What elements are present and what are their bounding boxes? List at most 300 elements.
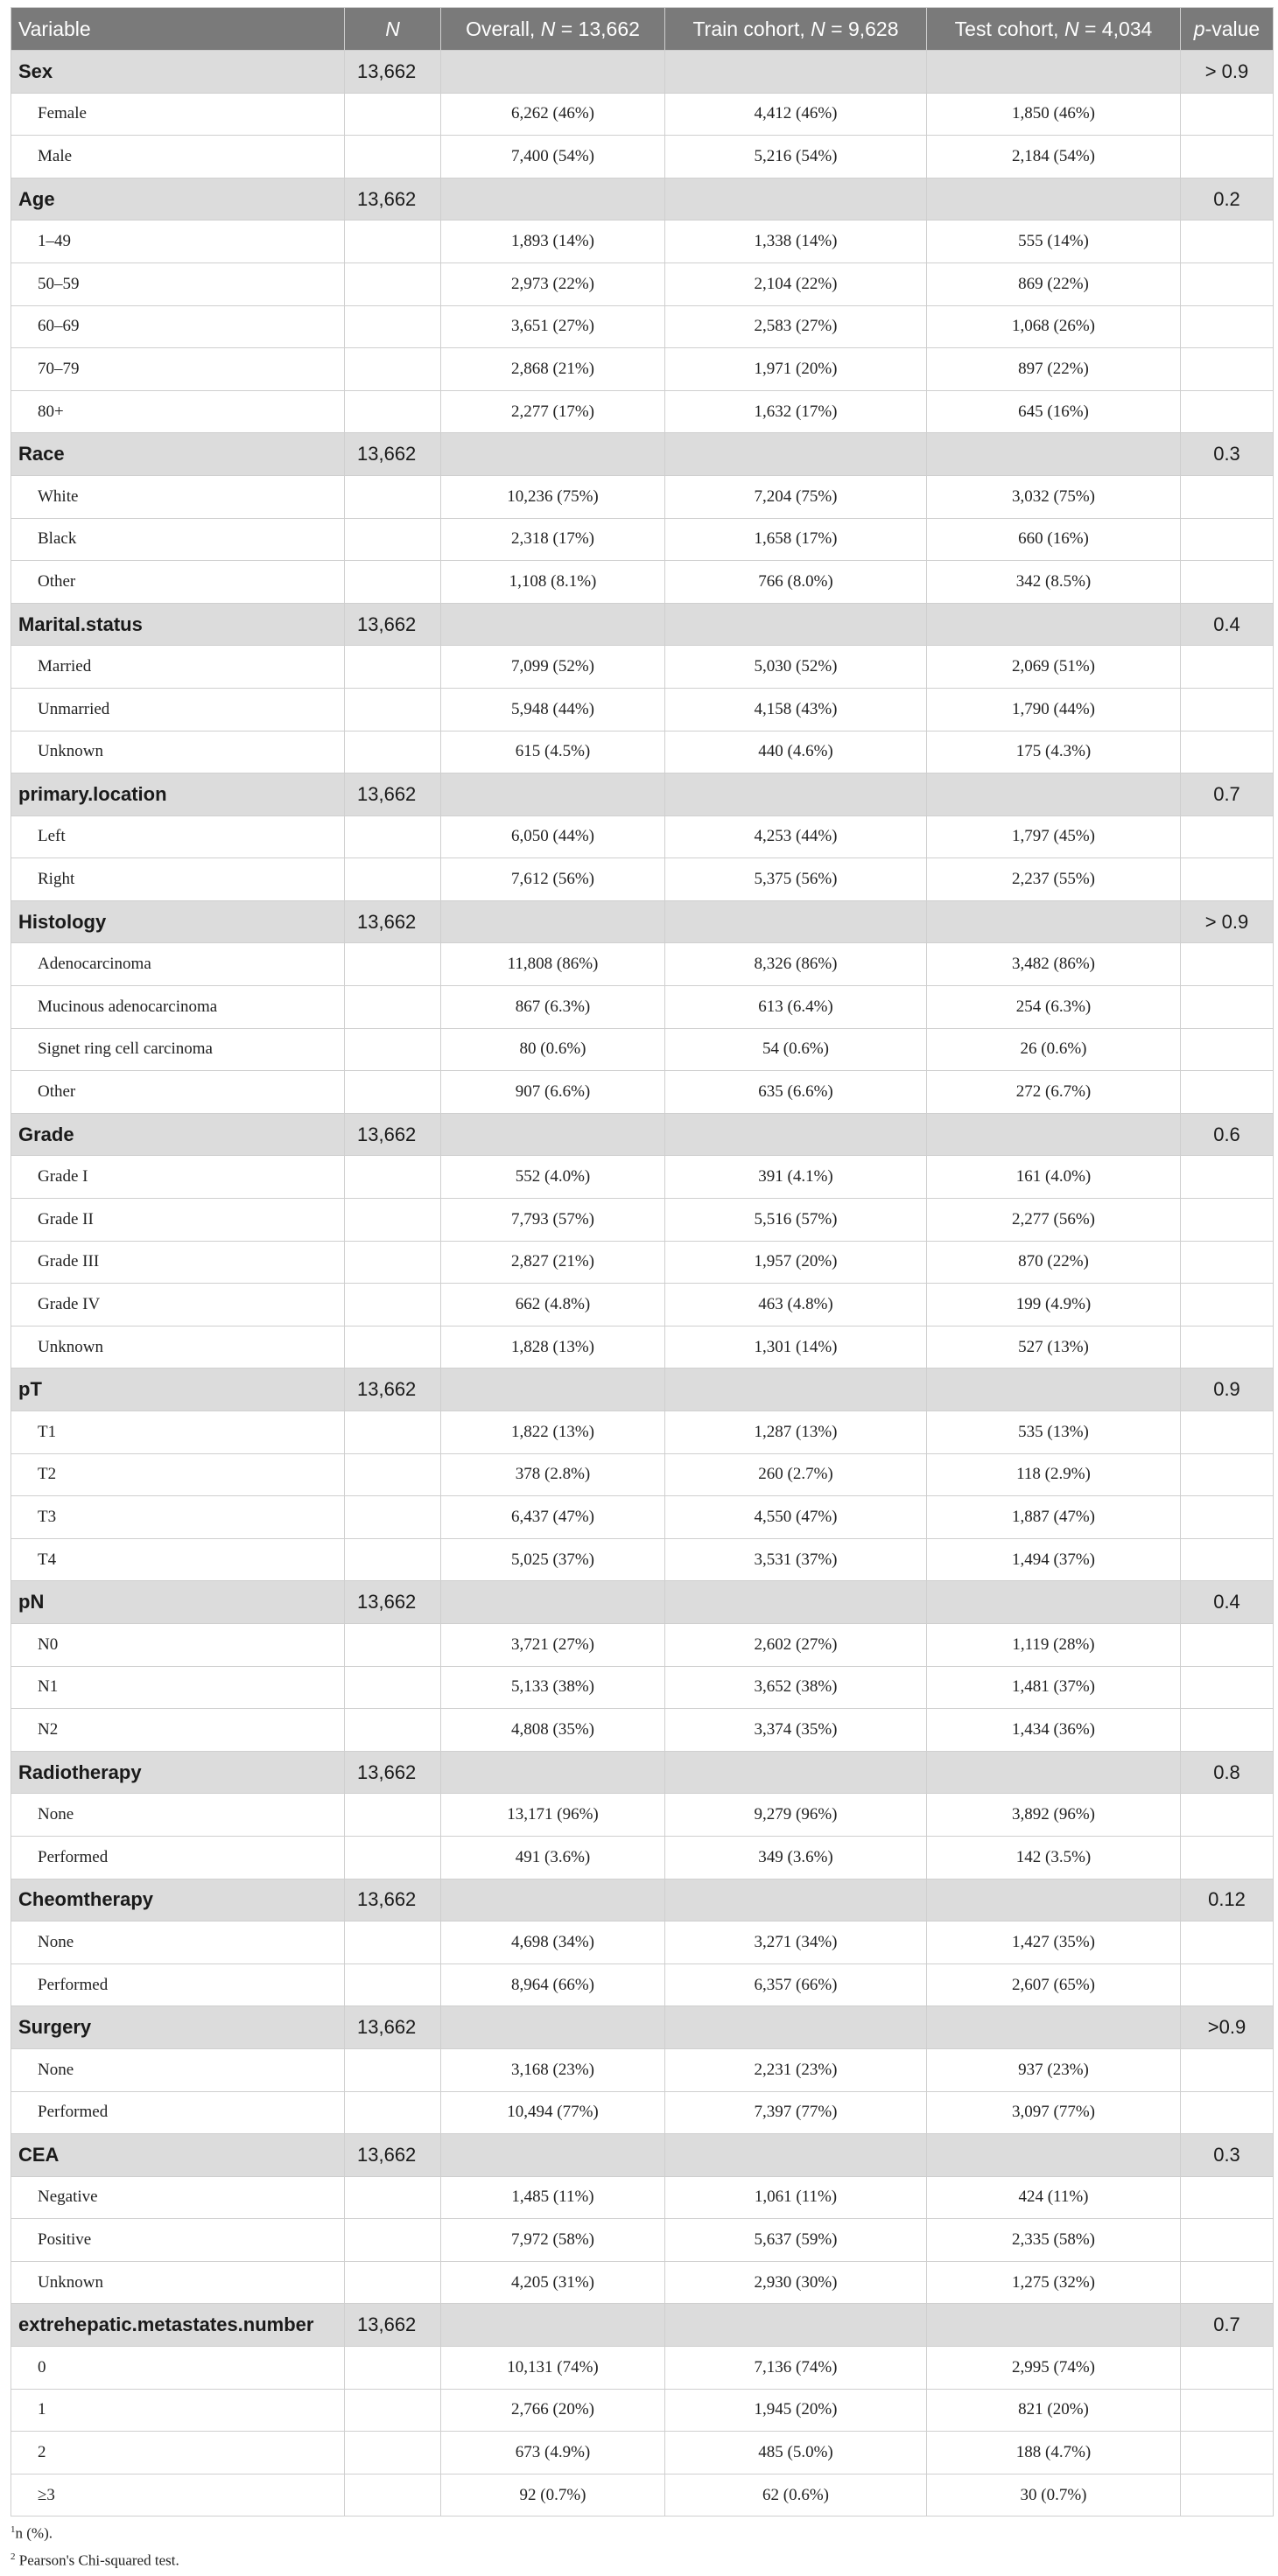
overall-value: 10,236 (75%): [441, 475, 665, 518]
train-value: 5,637 (59%): [665, 2219, 927, 2262]
table-row: [11, 1199, 1274, 1242]
train-value: 260 (2.7%): [665, 1453, 927, 1496]
test-value: 870 (22%): [927, 1241, 1181, 1284]
group-label: Histology: [11, 900, 345, 943]
train-value: 6,357 (66%): [665, 1964, 927, 2006]
level-label: T4: [11, 1538, 345, 1581]
overall-value: 552 (4.0%): [441, 1156, 665, 1199]
train-value: 4,158 (43%): [665, 688, 927, 731]
table-row: [11, 2347, 1274, 2390]
empty-cell: [927, 1368, 1181, 1411]
group-row: [11, 51, 1274, 94]
empty-cell: [345, 1836, 441, 1879]
empty-cell: [1181, 2389, 1274, 2432]
overall-value: 8,964 (66%): [441, 1964, 665, 2006]
group-p-value: 0.3: [1181, 2134, 1274, 2177]
empty-cell: [665, 2304, 927, 2347]
test-value: 1,790 (44%): [927, 688, 1181, 731]
empty-cell: [345, 1794, 441, 1837]
overall-value: 867 (6.3%): [441, 986, 665, 1029]
empty-cell: [345, 1326, 441, 1368]
train-value: 1,945 (20%): [665, 2389, 927, 2432]
overall-value: 1,828 (13%): [441, 1326, 665, 1368]
header-train: Train cohort, N = 9,628: [665, 8, 927, 51]
test-value: 2,995 (74%): [927, 2347, 1181, 2390]
overall-value: 6,050 (44%): [441, 816, 665, 858]
test-value: 527 (13%): [927, 1326, 1181, 1368]
train-value: 62 (0.6%): [665, 2474, 927, 2516]
empty-cell: [665, 2006, 927, 2049]
level-label: Unknown: [11, 2261, 345, 2304]
train-value: 766 (8.0%): [665, 561, 927, 604]
empty-cell: [1181, 1794, 1274, 1837]
empty-cell: [345, 305, 441, 348]
group-row: [11, 1113, 1274, 1156]
empty-cell: [1181, 1071, 1274, 1114]
level-label: Female: [11, 93, 345, 136]
table-row: [11, 2261, 1274, 2304]
table-row: [11, 1496, 1274, 1539]
empty-cell: [927, 774, 1181, 816]
overall-value: 615 (4.5%): [441, 731, 665, 774]
train-value: 5,516 (57%): [665, 1199, 927, 1242]
group-n: 13,662: [345, 433, 441, 476]
train-value: 1,632 (17%): [665, 390, 927, 433]
level-label: Married: [11, 646, 345, 689]
table-row: [11, 1922, 1274, 1964]
train-value: 7,136 (74%): [665, 2347, 927, 2390]
overall-value: 7,612 (56%): [441, 858, 665, 901]
empty-cell: [345, 518, 441, 561]
group-label: CEA: [11, 2134, 345, 2177]
overall-value: 1,893 (14%): [441, 220, 665, 263]
test-value: 199 (4.9%): [927, 1284, 1181, 1326]
train-value: 1,287 (13%): [665, 1411, 927, 1454]
group-row: [11, 774, 1274, 816]
empty-cell: [665, 1751, 927, 1794]
level-label: T2: [11, 1453, 345, 1496]
footnote-2: $^2$ Pearson's Chi-squared test.: [11, 2551, 179, 2569]
test-value: 2,607 (65%): [927, 1964, 1181, 2006]
empty-cell: [1181, 1964, 1274, 2006]
empty-cell: [1181, 986, 1274, 1029]
overall-value: 3,651 (27%): [441, 305, 665, 348]
table-row: [11, 1071, 1274, 1114]
table-row: [11, 2091, 1274, 2134]
group-label: Race: [11, 433, 345, 476]
empty-cell: [345, 475, 441, 518]
empty-cell: [1181, 348, 1274, 391]
empty-cell: [441, 1581, 665, 1624]
level-label: T1: [11, 1411, 345, 1454]
empty-cell: [441, 900, 665, 943]
level-label: Right: [11, 858, 345, 901]
table-row: [11, 1666, 1274, 1709]
level-label: Positive: [11, 2219, 345, 2262]
empty-cell: [1181, 2432, 1274, 2474]
empty-cell: [927, 2304, 1181, 2347]
table-row: [11, 136, 1274, 178]
table-row: [11, 1538, 1274, 1581]
empty-cell: [345, 1199, 441, 1242]
group-p-value: 0.8: [1181, 1751, 1274, 1794]
empty-cell: [441, 433, 665, 476]
test-value: 188 (4.7%): [927, 2432, 1181, 2474]
empty-cell: [345, 2347, 441, 2390]
empty-cell: [927, 1581, 1181, 1624]
level-label: 1: [11, 2389, 345, 2432]
level-label: 1–49: [11, 220, 345, 263]
header-p-value: p-value: [1181, 8, 1274, 51]
table-row: [11, 2389, 1274, 2432]
empty-cell: [1181, 1496, 1274, 1539]
table-row: [11, 1411, 1274, 1454]
group-p-value: 0.2: [1181, 178, 1274, 220]
train-value: 485 (5.0%): [665, 2432, 927, 2474]
group-n: 13,662: [345, 1113, 441, 1156]
empty-cell: [665, 774, 927, 816]
empty-cell: [345, 1411, 441, 1454]
test-value: 821 (20%): [927, 2389, 1181, 2432]
level-label: Other: [11, 561, 345, 604]
table-row: [11, 1241, 1274, 1284]
overall-value: 92 (0.7%): [441, 2474, 665, 2516]
train-value: 2,104 (22%): [665, 262, 927, 305]
train-value: 1,957 (20%): [665, 1241, 927, 1284]
level-label: Mucinous adenocarcinoma: [11, 986, 345, 1029]
group-n: 13,662: [345, 774, 441, 816]
overall-value: 6,262 (46%): [441, 93, 665, 136]
empty-cell: [345, 561, 441, 604]
empty-cell: [345, 816, 441, 858]
overall-value: 673 (4.9%): [441, 2432, 665, 2474]
empty-cell: [1181, 1284, 1274, 1326]
test-value: 342 (8.5%): [927, 561, 1181, 604]
train-value: 4,253 (44%): [665, 816, 927, 858]
table-row: [11, 2219, 1274, 2262]
table-row: [11, 93, 1274, 136]
test-value: 1,887 (47%): [927, 1496, 1181, 1539]
group-label: pT: [11, 1368, 345, 1411]
train-value: 2,231 (23%): [665, 2048, 927, 2091]
level-label: Signet ring cell carcinoma: [11, 1028, 345, 1071]
test-value: 118 (2.9%): [927, 1453, 1181, 1496]
train-value: 1,658 (17%): [665, 518, 927, 561]
level-label: Performed: [11, 2091, 345, 2134]
empty-cell: [345, 858, 441, 901]
level-label: Left: [11, 816, 345, 858]
test-value: 26 (0.6%): [927, 1028, 1181, 1071]
empty-cell: [441, 178, 665, 220]
group-n: 13,662: [345, 1879, 441, 1922]
level-label: Grade I: [11, 1156, 345, 1199]
train-value: 54 (0.6%): [665, 1028, 927, 1071]
empty-cell: [1181, 1666, 1274, 1709]
empty-cell: [1181, 731, 1274, 774]
header-n: N: [345, 8, 441, 51]
train-value: 5,030 (52%): [665, 646, 927, 689]
empty-cell: [1181, 1453, 1274, 1496]
table-row: [11, 2048, 1274, 2091]
overall-value: 3,721 (27%): [441, 1623, 665, 1666]
overall-value: 2,827 (21%): [441, 1241, 665, 1284]
empty-cell: [1181, 1411, 1274, 1454]
level-label: 0: [11, 2347, 345, 2390]
empty-cell: [345, 2219, 441, 2262]
train-value: 635 (6.6%): [665, 1071, 927, 1114]
empty-cell: [345, 646, 441, 689]
test-value: 937 (23%): [927, 2048, 1181, 2091]
group-row: [11, 900, 1274, 943]
empty-cell: [665, 51, 927, 94]
empty-cell: [1181, 1241, 1274, 1284]
train-value: 5,375 (56%): [665, 858, 927, 901]
test-value: 1,850 (46%): [927, 93, 1181, 136]
empty-cell: [1181, 1623, 1274, 1666]
test-value: 2,335 (58%): [927, 2219, 1181, 2262]
group-label: Marital.status: [11, 603, 345, 646]
table-row: [11, 1623, 1274, 1666]
empty-cell: [1181, 475, 1274, 518]
empty-cell: [345, 220, 441, 263]
empty-cell: [665, 1879, 927, 1922]
group-row: [11, 1368, 1274, 1411]
level-label: Grade III: [11, 1241, 345, 1284]
level-label: 70–79: [11, 348, 345, 391]
empty-cell: [1181, 220, 1274, 263]
test-value: 660 (16%): [927, 518, 1181, 561]
empty-cell: [1181, 305, 1274, 348]
empty-cell: [345, 1028, 441, 1071]
train-value: 3,271 (34%): [665, 1922, 927, 1964]
empty-cell: [665, 178, 927, 220]
empty-cell: [345, 348, 441, 391]
table-row: [11, 220, 1274, 263]
empty-cell: [665, 603, 927, 646]
empty-cell: [1181, 2261, 1274, 2304]
overall-value: 378 (2.8%): [441, 1453, 665, 1496]
overall-value: 2,973 (22%): [441, 262, 665, 305]
overall-value: 1,822 (13%): [441, 1411, 665, 1454]
table-row: [11, 688, 1274, 731]
empty-cell: [665, 1581, 927, 1624]
empty-cell: [1181, 2347, 1274, 2390]
empty-cell: [345, 1284, 441, 1326]
group-n: 13,662: [345, 2134, 441, 2177]
empty-cell: [1181, 1538, 1274, 1581]
empty-cell: [927, 51, 1181, 94]
empty-cell: [345, 688, 441, 731]
table-row: [11, 858, 1274, 901]
train-value: 1,338 (14%): [665, 220, 927, 263]
table-row: [11, 475, 1274, 518]
empty-cell: [345, 2432, 441, 2474]
level-label: Male: [11, 136, 345, 178]
table-row: [11, 561, 1274, 604]
test-value: 1,275 (32%): [927, 2261, 1181, 2304]
overall-value: 1,485 (11%): [441, 2176, 665, 2219]
empty-cell: [441, 51, 665, 94]
empty-cell: [1181, 1156, 1274, 1199]
footnote-1: $^1$n (%).: [11, 2524, 53, 2542]
group-row: [11, 1581, 1274, 1624]
table-row: [11, 1156, 1274, 1199]
overall-value: 5,025 (37%): [441, 1538, 665, 1581]
table-row: [11, 1326, 1274, 1368]
group-p-value: 0.3: [1181, 433, 1274, 476]
overall-value: 4,205 (31%): [441, 2261, 665, 2304]
table-row: [11, 1836, 1274, 1879]
empty-cell: [1181, 1199, 1274, 1242]
level-label: Grade II: [11, 1199, 345, 1242]
test-value: 175 (4.3%): [927, 731, 1181, 774]
table-row: [11, 1709, 1274, 1752]
train-value: 4,550 (47%): [665, 1496, 927, 1539]
level-label: Grade IV: [11, 1284, 345, 1326]
test-value: 3,032 (75%): [927, 475, 1181, 518]
table-row: [11, 1028, 1274, 1071]
level-label: Adenocarcinoma: [11, 943, 345, 986]
empty-cell: [345, 2091, 441, 2134]
empty-cell: [345, 1709, 441, 1752]
overall-value: 7,972 (58%): [441, 2219, 665, 2262]
empty-cell: [927, 900, 1181, 943]
group-n: 13,662: [345, 1581, 441, 1624]
empty-cell: [1181, 561, 1274, 604]
overall-value: 2,318 (17%): [441, 518, 665, 561]
empty-cell: [345, 1453, 441, 1496]
table-row: [11, 646, 1274, 689]
train-value: 7,397 (77%): [665, 2091, 927, 2134]
table-row: [11, 1284, 1274, 1326]
overall-value: 1,108 (8.1%): [441, 561, 665, 604]
level-label: None: [11, 2048, 345, 2091]
empty-cell: [1181, 2176, 1274, 2219]
level-label: 80+: [11, 390, 345, 433]
group-n: 13,662: [345, 603, 441, 646]
table-body: [11, 51, 1274, 2516]
train-value: 3,374 (35%): [665, 1709, 927, 1752]
table-row: [11, 2176, 1274, 2219]
empty-cell: [1181, 2474, 1274, 2516]
train-value: 9,279 (96%): [665, 1794, 927, 1837]
table-row: [11, 262, 1274, 305]
empty-cell: [441, 1879, 665, 1922]
empty-cell: [441, 2134, 665, 2177]
empty-cell: [927, 1879, 1181, 1922]
group-row: [11, 2134, 1274, 2177]
test-value: 3,892 (96%): [927, 1794, 1181, 1837]
overall-value: 907 (6.6%): [441, 1071, 665, 1114]
group-p-value: 0.12: [1181, 1879, 1274, 1922]
level-label: N2: [11, 1709, 345, 1752]
group-row: [11, 433, 1274, 476]
test-value: 1,427 (35%): [927, 1922, 1181, 1964]
level-label: None: [11, 1794, 345, 1837]
test-value: 3,097 (77%): [927, 2091, 1181, 2134]
test-value: 555 (14%): [927, 220, 1181, 263]
empty-cell: [1181, 390, 1274, 433]
test-value: 30 (0.7%): [927, 2474, 1181, 2516]
empty-cell: [927, 603, 1181, 646]
group-n: 13,662: [345, 1368, 441, 1411]
header-overall: Overall, N = 13,662: [441, 8, 665, 51]
level-label: Performed: [11, 1964, 345, 2006]
empty-cell: [345, 2176, 441, 2219]
empty-cell: [1181, 1326, 1274, 1368]
train-value: 1,301 (14%): [665, 1326, 927, 1368]
table-row: [11, 731, 1274, 774]
group-label: primary.location: [11, 774, 345, 816]
level-label: Black: [11, 518, 345, 561]
table-row: [11, 2432, 1274, 2474]
empty-cell: [665, 900, 927, 943]
test-value: 1,068 (26%): [927, 305, 1181, 348]
overall-value: 7,099 (52%): [441, 646, 665, 689]
empty-cell: [345, 1538, 441, 1581]
group-p-value: 0.9: [1181, 1368, 1274, 1411]
test-value: 2,069 (51%): [927, 646, 1181, 689]
level-label: Negative: [11, 2176, 345, 2219]
header-variable: Variable: [11, 8, 345, 51]
empty-cell: [441, 1113, 665, 1156]
train-value: 8,326 (86%): [665, 943, 927, 986]
table-row: [11, 1453, 1274, 1496]
empty-cell: [1181, 688, 1274, 731]
empty-cell: [665, 2134, 927, 2177]
level-label: Unknown: [11, 1326, 345, 1368]
empty-cell: [345, 2261, 441, 2304]
test-value: 1,797 (45%): [927, 816, 1181, 858]
level-label: Unmarried: [11, 688, 345, 731]
test-value: 1,119 (28%): [927, 1623, 1181, 1666]
overall-value: 10,494 (77%): [441, 2091, 665, 2134]
overall-value: 7,400 (54%): [441, 136, 665, 178]
test-value: 535 (13%): [927, 1411, 1181, 1454]
level-label: White: [11, 475, 345, 518]
overall-value: 4,808 (35%): [441, 1709, 665, 1752]
train-value: 1,061 (11%): [665, 2176, 927, 2219]
group-n: 13,662: [345, 1751, 441, 1794]
empty-cell: [1181, 262, 1274, 305]
train-value: 2,602 (27%): [665, 1623, 927, 1666]
empty-cell: [665, 1368, 927, 1411]
test-value: 254 (6.3%): [927, 986, 1181, 1029]
group-label: Surgery: [11, 2006, 345, 2049]
empty-cell: [1181, 816, 1274, 858]
group-row: [11, 178, 1274, 220]
empty-cell: [345, 2048, 441, 2091]
empty-cell: [1181, 1028, 1274, 1071]
group-p-value: > 0.9: [1181, 51, 1274, 94]
group-label: Radiotherapy: [11, 1751, 345, 1794]
overall-value: 2,277 (17%): [441, 390, 665, 433]
empty-cell: [345, 1241, 441, 1284]
table-row: [11, 986, 1274, 1029]
empty-cell: [345, 1071, 441, 1114]
group-p-value: 0.6: [1181, 1113, 1274, 1156]
overall-value: 13,171 (96%): [441, 1794, 665, 1837]
level-label: N1: [11, 1666, 345, 1709]
empty-cell: [927, 2134, 1181, 2177]
test-value: 869 (22%): [927, 262, 1181, 305]
group-p-value: >0.9: [1181, 2006, 1274, 2049]
table-row: [11, 1794, 1274, 1837]
level-label: 60–69: [11, 305, 345, 348]
summary-table-container: [11, 7, 1273, 2516]
empty-cell: [1181, 943, 1274, 986]
level-label: Unknown: [11, 731, 345, 774]
